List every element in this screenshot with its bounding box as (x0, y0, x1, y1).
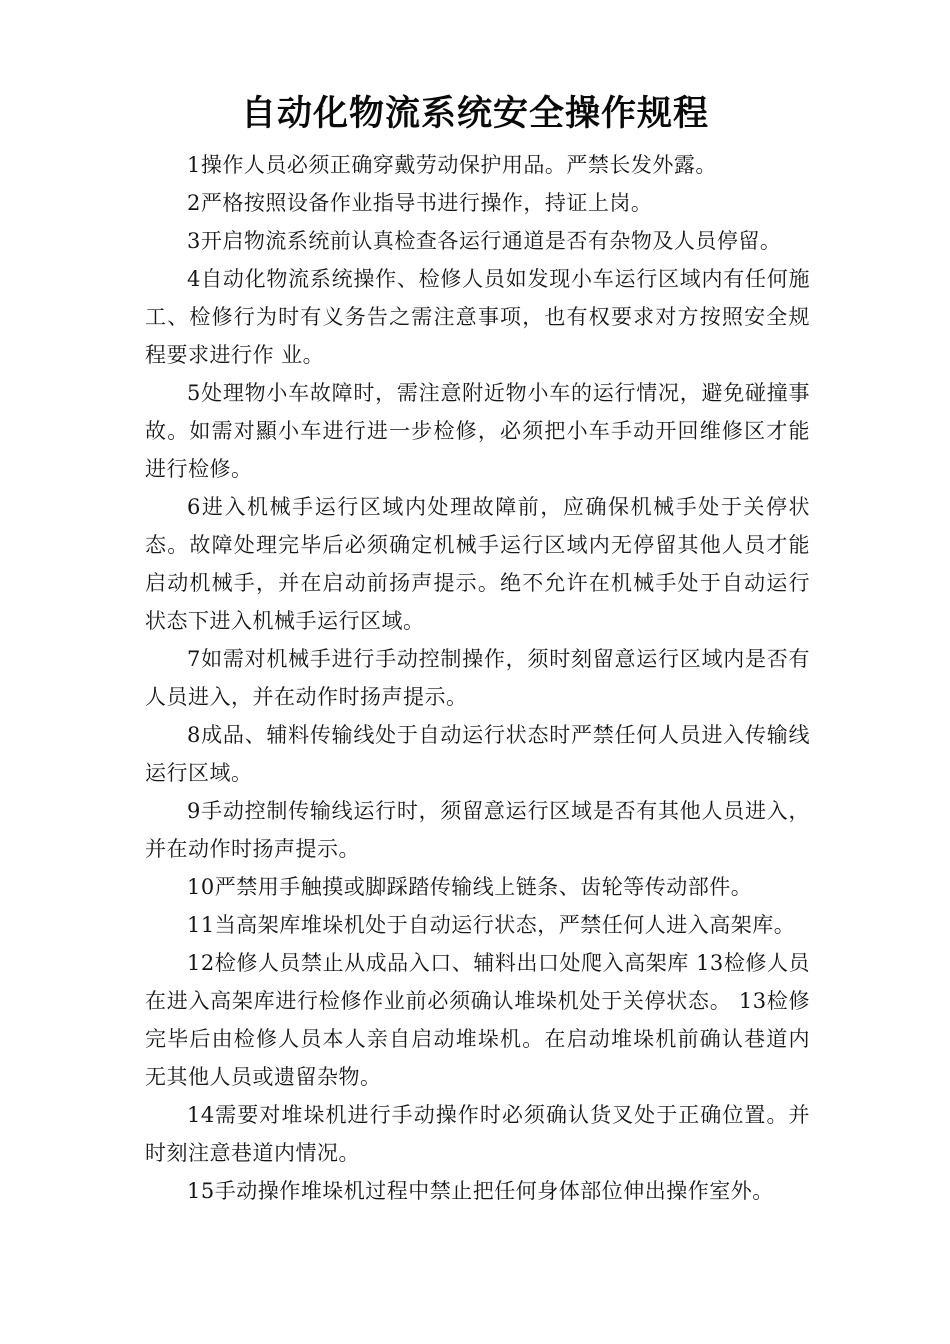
paragraph-4: 4自动化物流系统操作、检修人员如发现小车运行区域内有任何施工、检修行为时有义务告之需注意事项，也有权要求对方按照安全规程要求进行作 业。 (145, 267, 810, 367)
paragraph-12: 12检修人员禁止从成品入口、辅料出口处爬入高架库 13检修人员在进入高架库进行检修作业前必须确认堆垛机处于关停状态。 13检修完毕后由检修人员本人亲自启动堆垛机。在启动堆垛机前确认巷道内无其他人员或遗留杂物。 (145, 951, 810, 1089)
paragraph-9: 9手动控制传输线运行时，须留意运行区域是否有其他人员进入，并在动作时扬声提示。 (145, 799, 810, 861)
paragraph-15: 15手动操作堆垛机过程中禁止把任何身体部位伸出操作室外。 (187, 1179, 774, 1203)
paragraph-11: 11当高架库堆垛机处于自动运行状态，严禁任何人进入高架库。 (187, 913, 796, 937)
paragraph-14: 14需要对堆垛机进行手动操作时必须确认货叉处于正确位置。并时刻注意巷道内情况。 (145, 1103, 810, 1165)
paragraph-3: 3开启物流系统前认真检查各运行通道是否有杂物及人员停留。 (187, 229, 782, 253)
paragraph-6: 6进入机械手运行区域内处理故障前，应确保机械手处于关停状态。故障处理完毕后必须确定机械手运行区域内无停留其他人员才能启动机械手，并在启动前扬声提示。绝不允许在机械手处于自动运行状态下进入机械手运行区域。 (145, 495, 810, 633)
paragraph-8: 8成品、辅料传输线处于自动运行状态时严禁任何人员进入传输线运行区域。 (145, 723, 810, 785)
paragraph-2: 2严格按照设备作业指导书进行操作，持证上岗。 (187, 191, 653, 215)
paragraph-5: 5处理物小车故障时，需注意附近物小车的运行情况，避免碰撞事故。如需对顯小车进行进一步检修，必须把小车手动开回维修区才能进行检修。 (145, 381, 810, 481)
paragraph-1: 1操作人员必须正确穿戴劳动保护用品。严禁长发外露。 (187, 153, 717, 177)
paragraph-10: 10严禁用手触摸或脚踩踏传输线上链条、齿轮等传动部件。 (187, 875, 753, 899)
document-body (145, 146, 810, 1210)
document-title: 自动化物流系统安全操作规程 (240, 94, 709, 134)
paragraph-7: 7如需对机械手进行手动控制操作，须时刻留意运行区域内是否有人员进入，并在动作时扬声提示。 (145, 647, 810, 709)
